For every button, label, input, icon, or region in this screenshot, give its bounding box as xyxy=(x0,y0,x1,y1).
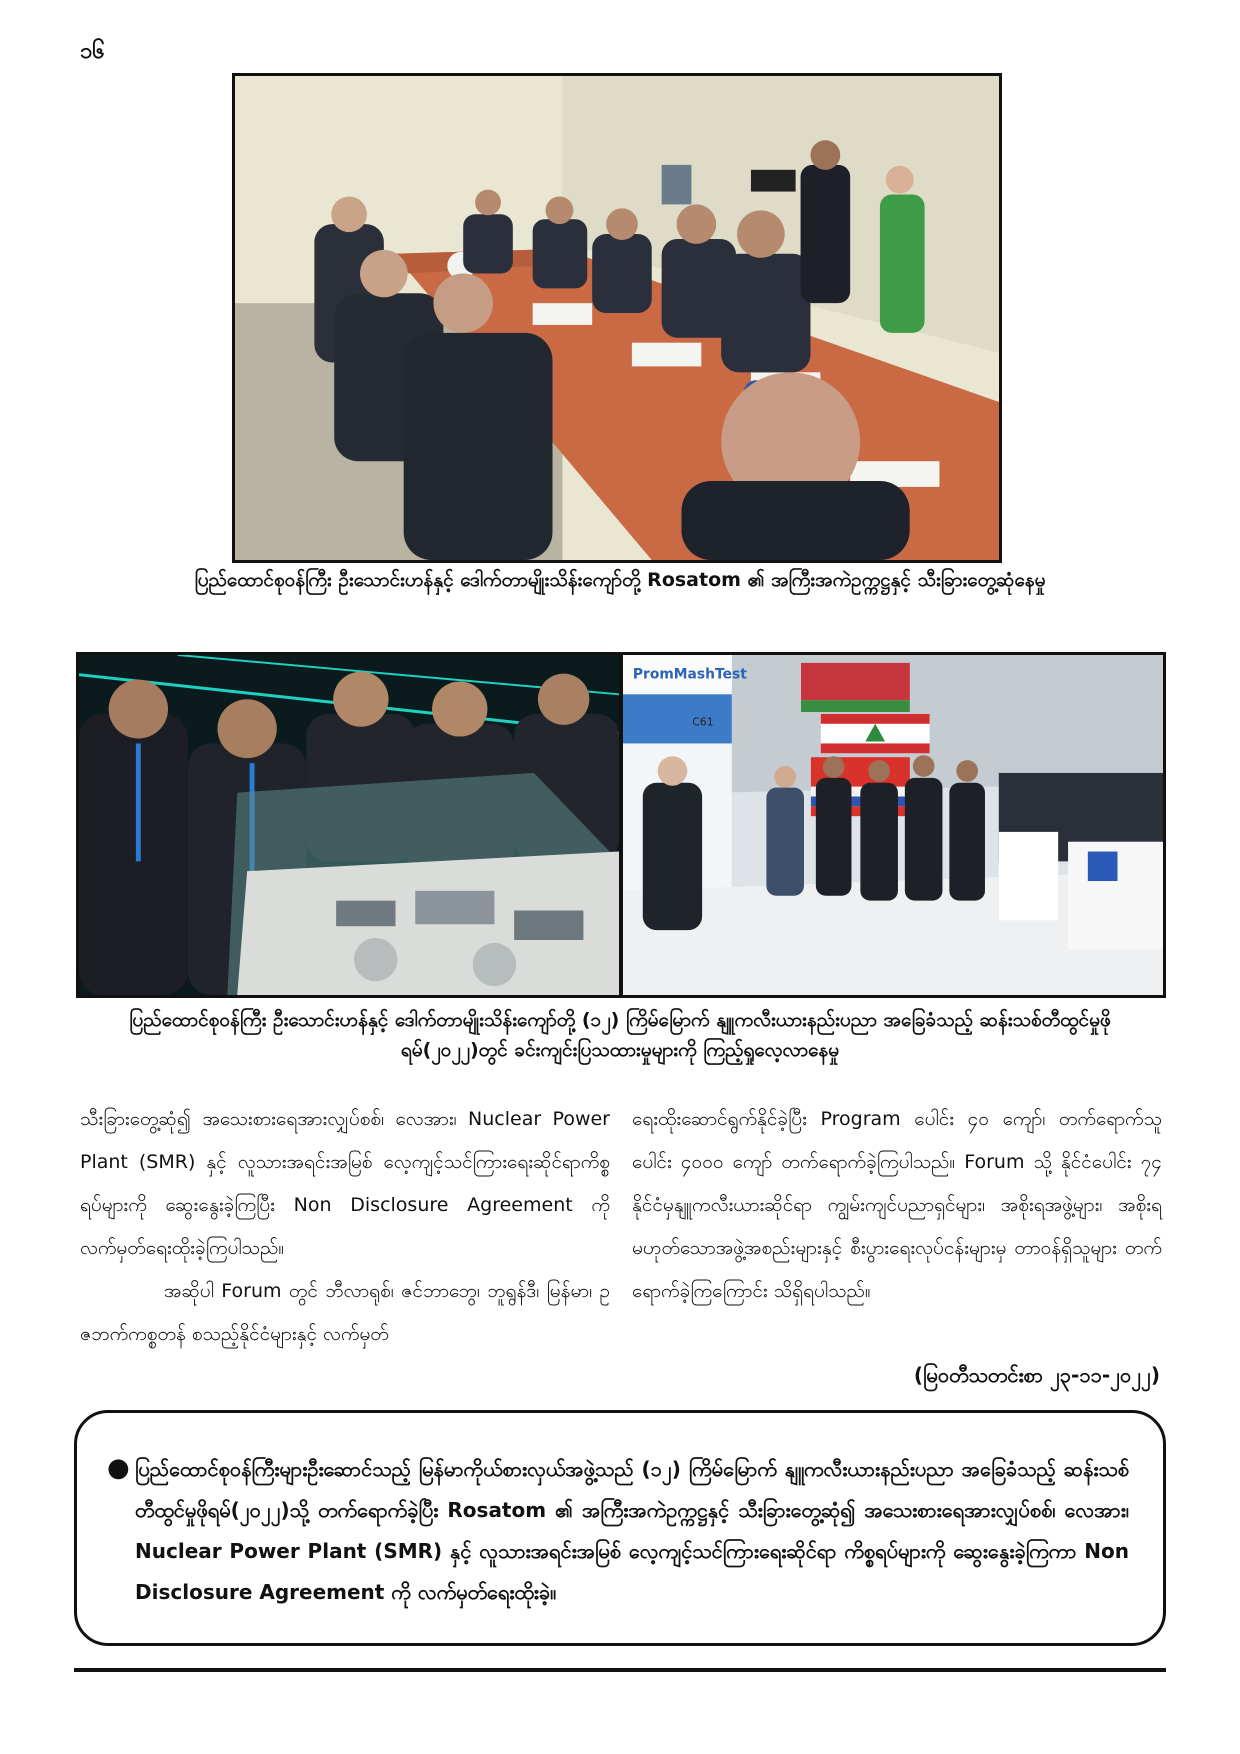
bottom-rule xyxy=(74,1668,1166,1672)
meeting-photo-caption: ပြည်ထောင်စုဝန်ကြီး ဦးသောင်းဟန်နှင့် ဒေါက်တာမျိုးသိန်းကျော်တို့ Rosatom ၏ အကြီးအကဲဥက္ကဋ္ဌနှင့် သီးခြားတွေ့ဆုံနေမှု xyxy=(194,569,1046,591)
article-paragraph: သီးခြားတွေ့ဆုံ၍ အသေးစားရေအားလျှပ်စစ်၊ လေအား၊ Nuclear Power Plant (SMR) နှင့် လူသားအရင်းအမြစ် လေ့ကျင့်သင်ကြားရေးဆိုင်ရာကိစ္စရပ်များကို ဆွေးနွေးခဲ့ကြပြီး Non Disclosure Agreement ကို လက်မှတ်ရေးထိုးခဲ့ကြပါသည်။ xyxy=(80,1108,610,1259)
article-paragraph: ရေးထိုးဆောင်ရွက်နိုင်ခဲ့ပြီး Program ပေါင်း ၄၀ ကျော်၊ တက်ရောက်သူပေါင်း ၄၀၀၀ ကျော် တက်ရောက်ခဲ့ကြပါသည်။ Forum သို့ နိုင်ငံပေါင်း ၇၄ နိုင်ငံမှနျူကလီးယားဆိုင်ရာ ကျွမ်းကျင်ပညာရှင်များ၊ အစိုးရအဖွဲ့များ၊ အစိုးရမဟုတ်သောအဖွဲ့အစည်းများနှင့် စီးပွားရေးလုပ်ငန်းများမှ တာဝန်ရှိသူများ တက်ရောက်ခဲ့ကြကြောင်း သိရှိရပါသည်။ xyxy=(632,1108,1162,1302)
article-paragraph: အဆိုပါ Forum တွင် ဘီလာရုစ်၊ ဇင်ဘာဘွေ၊ ဘူရွန်ဒီ၊ မြန်မာ၊ ဥဇဘက်ကစ္စတန် စသည့်နိုင်ငံများနှင့် လက်မှတ် xyxy=(80,1280,610,1345)
exhibit-model-photo xyxy=(76,652,622,998)
article-right-column xyxy=(632,1098,1162,1313)
bullet-icon: ● xyxy=(107,1453,130,1483)
article-left-column xyxy=(80,1098,610,1356)
promashtest-sign: PromMashTest xyxy=(632,666,747,683)
article-source: (မြဝတီသတင်းစာ ၂၃-၁၁-၂၀၂၂) xyxy=(913,1363,1160,1387)
exhibit-photos-caption: ပြည်ထောင်စုဝန်ကြီး ဦးသောင်းဟန်နှင့် ဒေါက်တာမျိုးသိန်းကျော်တို့ (၁၂) ကြိမ်မြောက် နျူကလီးယားနည်းပညာ အခြေခံသည့် ဆန်းသစ်တီထွင်မှုဖိုရမ်(၂၀၂၂)တွင် ခင်းကျင်းပြသထားမှုများကို ကြည့်ရှုလေ့လာနေမှု xyxy=(129,1009,1111,1061)
summary-text: ပြည်ထောင်စုဝန်ကြီးများဦးဆောင်သည့် မြန်မာကိုယ်စားလှယ်အဖွဲ့သည် (၁၂) ကြိမ်မြောက် နျူကလီးယားနည်းပညာ အခြေခံသည့် ဆန်းသစ်တီထွင်မှုဖိုရမ်(၂၀၂၂)သို့ တက်ရောက်ခဲ့ပြီး Rosatom ၏ အကြီးအကဲဥက္ကဋ္ဌနှင့် သီးခြားတွေ့ဆုံ၍ အသေးစားရေအားလျှပ်စစ်၊ လေအား၊ Nuclear Power Plant (SMR) နှင့် လူသားအရင်းအမြစ် လေ့ကျင့်သင်ကြားရေးဆိုင်ရာ ကိစ္စရပ်များကို ဆွေးနွေးခဲ့ကြကာ Non Disclosure Agreement ကို လက်မှတ်ရေးထိုးခဲ့။ xyxy=(135,1457,1129,1604)
booth-code: C61 xyxy=(692,715,714,729)
summary-box xyxy=(74,1410,1166,1646)
exhibition-hall-photo xyxy=(620,652,1166,998)
page-number: ၁၆ xyxy=(80,39,105,64)
meeting-photo xyxy=(232,73,1002,563)
